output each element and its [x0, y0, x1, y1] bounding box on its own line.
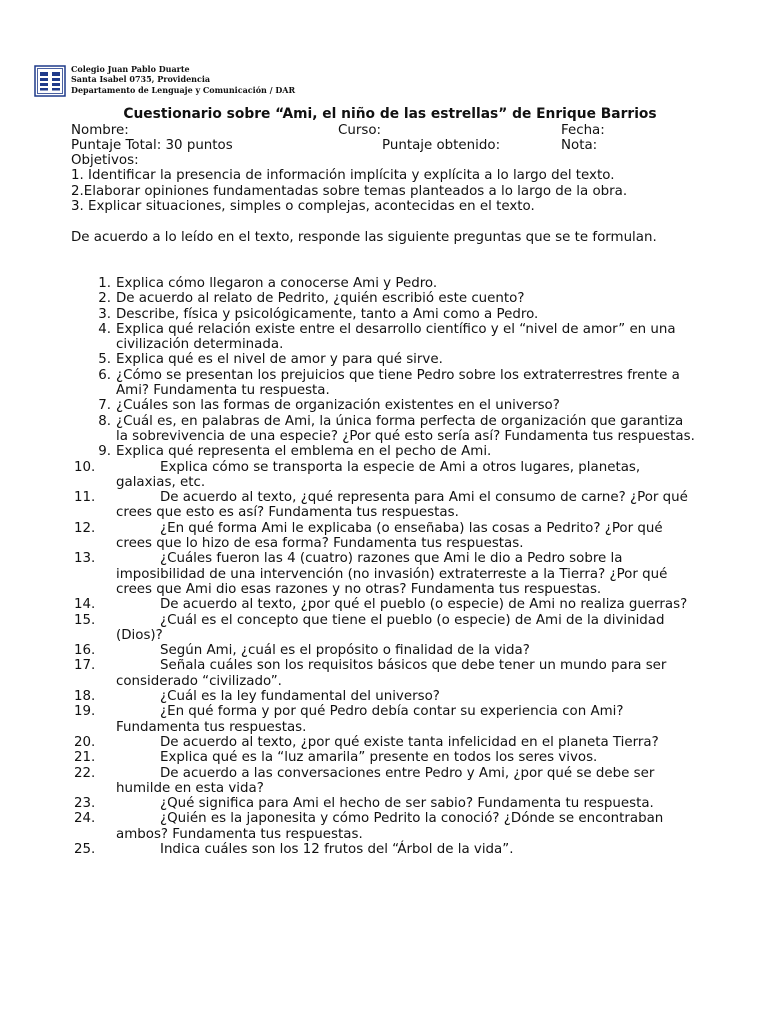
question-number: 21. [74, 750, 96, 766]
school-department: Departamento de Lenguaje y Comunicación / DAR [71, 84, 296, 95]
question-number: 7. [98, 398, 111, 414]
question-number: 23. [74, 796, 96, 812]
question-number: 14. [74, 597, 96, 613]
question-text: Según Ami, ¿cuál es el propósito o finalidad de la vida? [160, 643, 530, 659]
question-item [0, 444, 696, 459]
question-number: 1. [98, 276, 111, 291]
total-score-label: Puntaje Total: 30 puntos [71, 138, 233, 153]
question-item [0, 551, 696, 597]
question-list [0, 276, 768, 857]
question-text: Explica qué es el nivel de amor y para qué sirve. [116, 352, 443, 368]
question-item [0, 414, 696, 445]
student-info-row [71, 123, 711, 139]
question-item [0, 658, 696, 689]
school-header [34, 64, 295, 97]
question-item [0, 796, 696, 811]
question-item [0, 689, 696, 704]
question-text: De acuerdo al relato de Pedrito, ¿quién escribió este cuento? [116, 291, 525, 307]
school-crest-icon [34, 65, 66, 97]
obtained-score-label: Puntaje obtenido: [382, 138, 501, 153]
question-number: 13. [74, 551, 96, 567]
question-number: 9. [98, 444, 111, 460]
question-number: 19. [74, 704, 96, 720]
question-number: 18. [74, 689, 96, 705]
question-item [0, 735, 696, 750]
question-text: Señala cuáles son los requisitos básicos que debe tener un mundo para ser considerado “civilizado”. [116, 658, 667, 689]
question-number: 11. [74, 490, 96, 506]
question-text: Explica cómo llegaron a conocerse Ami y Pedro. [116, 276, 438, 291]
question-item [0, 811, 696, 842]
question-text: Indica cuáles son los 12 frutos del “Árbol de la vida”. [160, 841, 514, 857]
question-text: ¿Qué significa para Ami el hecho de ser sabio? Fundamenta tu respuesta. [160, 796, 654, 812]
course-field-label: Curso: [338, 123, 382, 138]
question-item [0, 613, 696, 644]
question-number: 16. [74, 643, 96, 659]
objective-item: 1. Identificar la presencia de información implícita y explícita a lo largo del texto. [71, 168, 615, 183]
objective-item: 3. Explicar situaciones, simples o complejas, acontecidas en el texto. [71, 199, 535, 214]
question-text: Describe, física y psicológicamente, tanto a Ami como a Pedro. [116, 306, 539, 322]
question-text: Explica qué es la “luz amarila” presente en todos los seres vivos. [160, 750, 598, 766]
question-number: 10. [74, 459, 96, 475]
question-number: 24. [74, 811, 96, 827]
score-info-row [71, 138, 711, 154]
objectives-heading: Objetivos: [71, 153, 139, 168]
question-number: 12. [74, 520, 96, 536]
question-text: ¿Cuál es, en palabras de Ami, la única forma perfecta de organización que garantiza la sobrevivencia de una especie? ¿Por qué esto sería así? Fundamenta tus respuestas. [116, 413, 695, 444]
question-text: De acuerdo al texto, ¿por qué el pueblo (o especie) de Ami no realiza guerras? [160, 597, 688, 613]
question-number: 2. [98, 291, 111, 307]
question-text: ¿Cómo se presentan los prejuicios que tiene Pedro sobre los extraterrestres frente a Ami? Fundamenta tu respuesta. [116, 367, 680, 399]
objective-item: 2.Elaborar opiniones fundamentadas sobre temas planteados a lo largo de la obra. [71, 184, 628, 199]
question-number: 3. [98, 306, 111, 322]
question-text: ¿Cuál es la ley fundamental del universo? [160, 689, 440, 705]
question-number: 5. [98, 352, 111, 368]
question-item [0, 291, 696, 306]
instructions-text: De acuerdo a lo leído en el texto, responde las siguiente preguntas que se te formulan. [71, 230, 657, 245]
question-item [0, 750, 696, 765]
question-number: 8. [98, 413, 111, 429]
question-item [0, 643, 696, 658]
question-text: ¿Cuáles fueron las 4 (cuatro) razones que Ami le dio a Pedro sobre la imposibilidad de una intervención (no invasión) extraterreste a la Tierra? ¿Por qué crees que Ami dio esas razones y no otras? Fundamenta tus respuestas. [116, 551, 668, 597]
question-number: 22. [74, 765, 96, 781]
name-field-label: Nombre: [71, 123, 129, 138]
question-item [0, 307, 696, 322]
question-item [0, 766, 696, 797]
date-field-label: Fecha: [561, 123, 605, 138]
question-item [0, 521, 696, 552]
question-item [0, 276, 696, 291]
question-text: De acuerdo al texto, ¿por qué existe tanta infelicidad en el planeta Tierra? [160, 734, 659, 750]
school-name: Colegio Juan Pablo Duarte [71, 64, 190, 74]
question-item [0, 368, 696, 399]
question-item [0, 460, 696, 491]
question-text: ¿En qué forma y por qué Pedro debía contar su experiencia con Ami? Fundamenta tus respuestas. [116, 704, 624, 735]
question-text: Explica qué relación existe entre el desarrollo científico y el “nivel de amor” en una civilización determinada. [116, 321, 676, 353]
question-item [0, 352, 696, 367]
question-text: Explica cómo se transporta la especie de Ami a otros lugares, planetas, galaxias, etc. [116, 459, 641, 490]
question-number: 6. [98, 367, 111, 383]
question-text: ¿En qué forma Ami le explicaba (o enseñaba) las cosas a Pedrito? ¿Por qué crees que lo hizo de esa forma? Fundamenta tus respuestas. [116, 520, 663, 552]
question-item [0, 322, 696, 353]
question-number: 17. [74, 658, 96, 674]
question-text: ¿Cuál es el concepto que tiene el pueblo (o especie) de Ami de la divinidad (Dios)? [116, 612, 665, 643]
question-text: ¿Cuáles son las formas de organización existentes en el universo? [116, 398, 560, 414]
question-number: 25. [74, 841, 96, 857]
question-text: ¿Quién es la japonesita y cómo Pedrito la conoció? ¿Dónde se encontraban ambos? Fundamenta tus respuestas. [116, 811, 664, 842]
question-item [0, 842, 696, 857]
question-text: Explica qué representa el emblema en el pecho de Ami. [116, 444, 492, 460]
school-address: Santa Isabel 0735, Providencia [71, 74, 211, 85]
question-item [0, 704, 696, 735]
question-number: 20. [74, 734, 96, 750]
page-title: Cuestionario sobre “Ami, el niño de las estrellas” de Enrique Barrios [123, 106, 657, 122]
question-text: De acuerdo a las conversaciones entre Pedro y Ami, ¿por qué se debe ser humilde en esta vida? [116, 765, 655, 796]
question-item [0, 398, 696, 413]
question-item [0, 597, 696, 612]
question-item [0, 490, 696, 521]
grade-field-label: Nota: [561, 138, 598, 153]
question-text: De acuerdo al texto, ¿qué representa para Ami el consumo de carne? ¿Por qué crees que esto es así? Fundamenta tus respuestas. [116, 490, 688, 521]
question-number: 15. [74, 612, 96, 628]
question-number: 4. [98, 321, 111, 337]
